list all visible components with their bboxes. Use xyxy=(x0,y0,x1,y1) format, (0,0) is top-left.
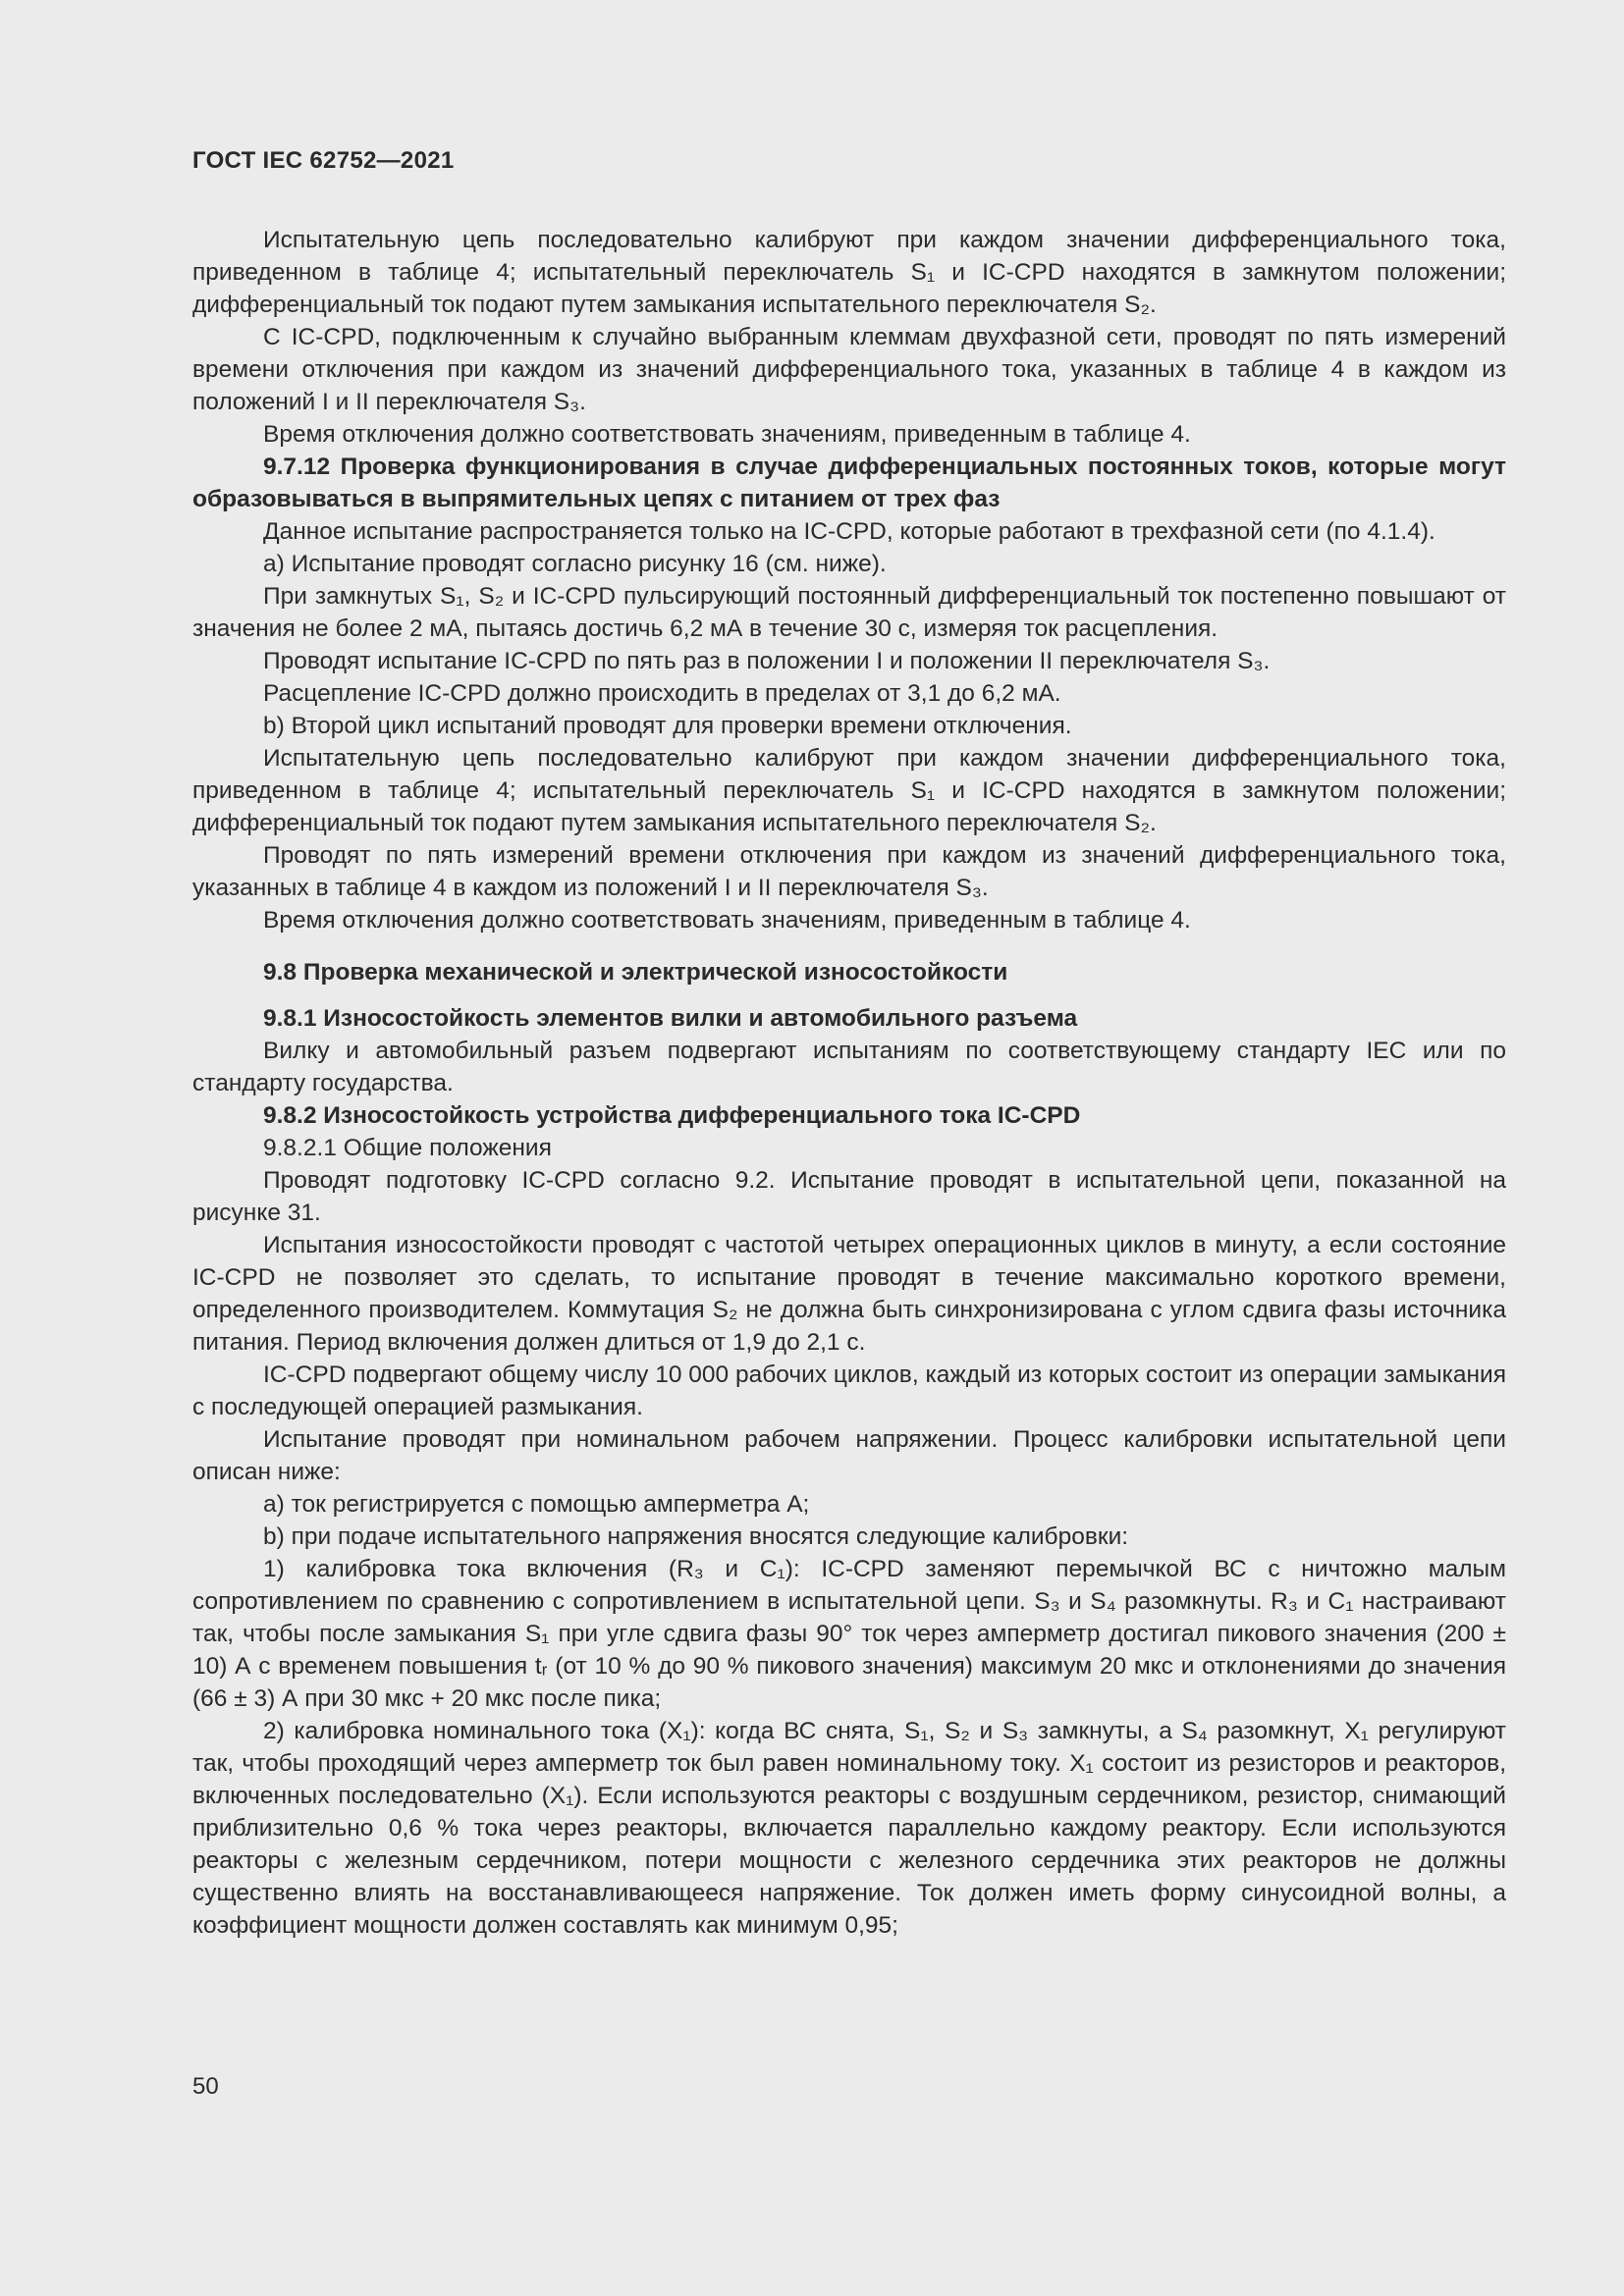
section-heading-9-8: 9.8 Проверка механической и электрической износостойкости xyxy=(263,959,1008,986)
document-body xyxy=(192,224,1506,1942)
section-heading-9-7-12: 9.7.12 Проверка функционирования в случае дифференциальных постоянных токов, которые могут образовываться в выпрямительных цепях с питанием от трех фаз xyxy=(192,454,1506,512)
paragraph: Испытательную цепь последовательно калибруют при каждом значении дифференциального тока, приведенном в таблице 4; испытательный переключатель S₁ и IC-CPD находятся в замкнутом положении; дифференциальный ток подают путем замыкания испытательного переключателя S₂. xyxy=(192,227,1506,318)
paragraph: Данное испытание распространяется только на IC-CPD, которые работают в трехфазной сети (по 4.1.4). xyxy=(263,518,1435,545)
document-code-header: ГОСТ IEC 62752—2021 xyxy=(192,147,455,174)
paragraph: Испытание проводят при номинальном рабочем напряжении. Процесс калибровки испытательной цепи описан ниже: xyxy=(192,1426,1506,1485)
subsection-heading-9-8-2-1: 9.8.2.1 Общие положения xyxy=(263,1135,552,1161)
paragraph: a) Испытание проводят согласно рисунку 16 (см. ниже). xyxy=(263,551,887,577)
paragraph: b) Второй цикл испытаний проводят для проверки времени отключения. xyxy=(263,713,1072,739)
paragraph: Испытания износостойкости проводят с частотой четырех операционных циклов в минуту, а если состояние IC-CPD не позволяет это сделать, то испытание проводят в течение максимально короткого времени, определенного производителем. Коммутация S₂ не должна быть синхронизирована с углом сдвига фазы источника питания. Период включения должен длиться от 1,9 до 2,1 с. xyxy=(192,1232,1506,1356)
list-item: a) ток регистрируется с помощью амперметра А; xyxy=(263,1491,810,1518)
list-item: 1) калибровка тока включения (R₃ и C₁): IC-CPD заменяют перемычкой ВС с ничтожно малым сопротивлением по сравнению с сопротивлением в испытательной цепи. S₃ и S₄ разомкнуты. R₃ и C₁ настраивают так, чтобы после замыкания S₁ при угле сдвига фазы 90° ток через амперметр достигал пикового значения (200 ± 10) А с временем повышения tᵣ (от 10 % до 90 % пикового значения) максимум 20 мкс и отклонениями до значения (66 ± 3) А при 30 мкс + 20 мкс после пика; xyxy=(192,1556,1506,1712)
list-item: 2) калибровка номинального тока (X₁): когда ВС снята, S₁, S₂ и S₃ замкнуты, а S₄ разомкнут, X₁ регулируют так, чтобы проходящий через амперметр ток был равен номинальному току. X₁ состоит из резисторов и реакторов, включенных последовательно (X₁). Если используются реакторы с воздушным сердечником, резистор, снимающий приблизительно 0,6 % тока через реакторы, включается параллельно каждому реактору. Если используются реакторы с железным сердечником, потери мощности с железного сердечника этих реакторов не должны существенно влиять на восстанавливающееся напряжение. Ток должен иметь форму синусоидной волны, а коэффициент мощности должен составлять как минимум 0,95; xyxy=(192,1718,1506,1939)
paragraph: Расцепление IC-CPD должно происходить в пределах от 3,1 до 6,2 мА. xyxy=(263,680,1061,707)
paragraph: Вилку и автомобильный разъем подвергают испытаниям по соответствующему стандарту IEC или по стандарту государства. xyxy=(192,1038,1506,1096)
paragraph: Проводят испытание IC-CPD по пять раз в положении I и положении II переключателя S₃. xyxy=(263,648,1271,674)
paragraph: Проводят подготовку IC-CPD согласно 9.2. Испытание проводят в испытательной цепи, показанной на рисунке 31. xyxy=(192,1167,1506,1226)
paragraph: Проводят по пять измерений времени отключения при каждом из значений дифференциального тока, указанных в таблице 4 в каждом из положений I и II переключателя S₃. xyxy=(192,842,1506,901)
paragraph: Время отключения должно соответствовать значениям, приведенным в таблице 4. xyxy=(263,907,1191,934)
paragraph: Время отключения должно соответствовать значениям, приведенным в таблице 4. xyxy=(263,421,1191,448)
list-item: b) при подаче испытательного напряжения вносятся следующие калибровки: xyxy=(263,1523,1129,1550)
section-heading-9-8-1: 9.8.1 Износостойкость элементов вилки и автомобильного разъема xyxy=(263,1005,1078,1032)
page-number: 50 xyxy=(192,2073,219,2100)
paragraph: IC-CPD подвергают общему числу 10 000 рабочих циклов, каждый из которых состоит из операции замыкания с последующей операцией размыкания. xyxy=(192,1362,1506,1420)
paragraph: При замкнутых S₁, S₂ и IC-CPD пульсирующий постоянный дифференциальный ток постепенно повышают от значения не более 2 мА, пытаясь достичь 6,2 мА в течение 30 с, измеряя ток расцепления. xyxy=(192,583,1506,642)
section-heading-9-8-2: 9.8.2 Износостойкость устройства дифференциального тока IC-CPD xyxy=(263,1102,1081,1129)
paragraph: С IC-CPD, подключенным к случайно выбранным клеммам двухфазной сети, проводят по пять измерений времени отключения при каждом из значений дифференциального тока, указанных в таблице 4 в каждом из положений I и II переключателя S₃. xyxy=(192,324,1506,415)
paragraph: Испытательную цепь последовательно калибруют при каждом значении дифференциального тока, приведенном в таблице 4; испытательный переключатель S₁ и IC-CPD находятся в замкнутом положении; дифференциальный ток подают путем замыкания испытательного переключателя S₂. xyxy=(192,745,1506,836)
